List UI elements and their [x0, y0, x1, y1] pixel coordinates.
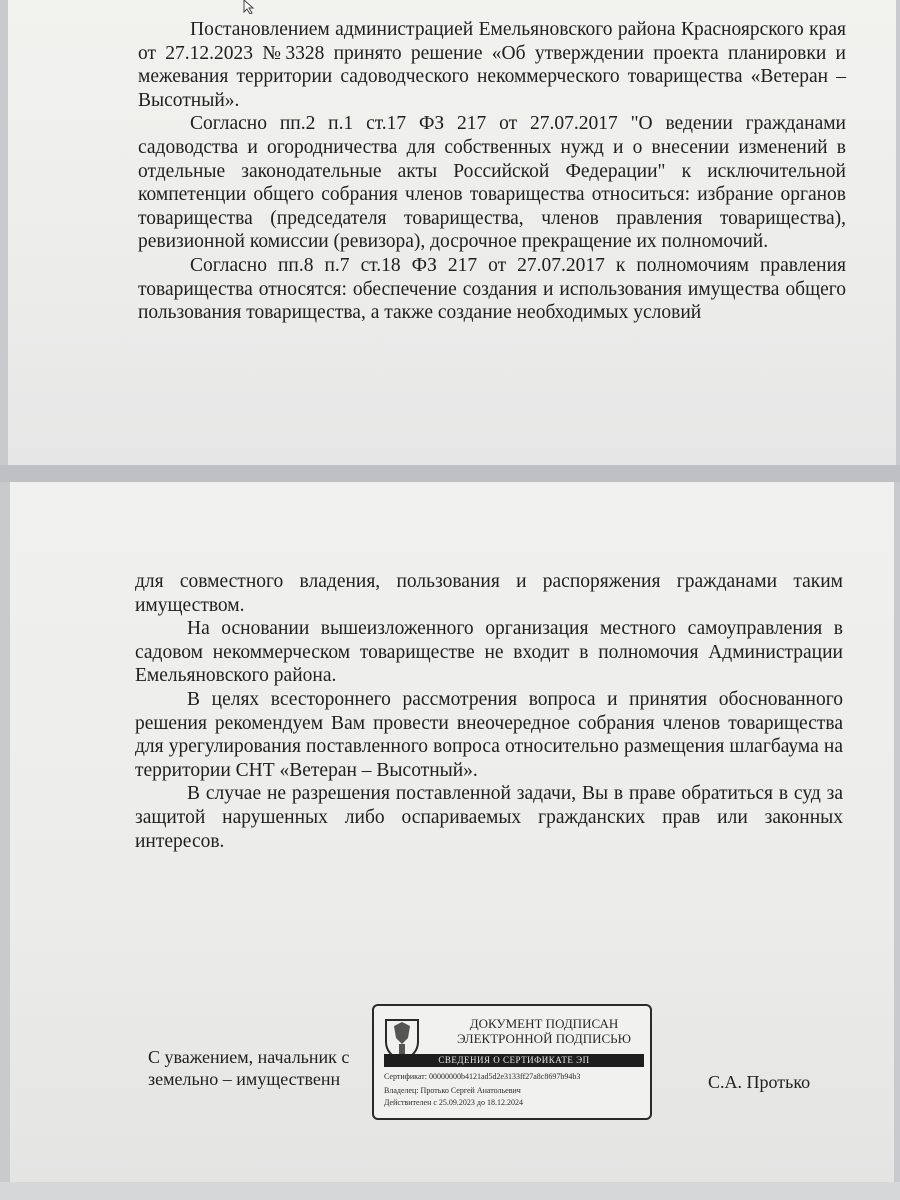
stamp-owner: Владелец: Протько Сергей Анатольевич [384, 1086, 521, 1095]
screen-bottom-edge [0, 1182, 900, 1200]
paragraph: На основании вышеизложенного организация местного самоуправления в садовом некоммерческом товариществе не входит в полномочия Администрации Емельяновского района. [135, 618, 843, 687]
signature-line: земельно – имущественн [148, 1069, 341, 1089]
document-page-1 [8, 0, 896, 465]
paragraph: Согласно пп.2 п.1 ст.17 ФЗ 217 от 27.07.2017 "О ведении гражданами садоводства и огородничества для собственных нужд и о внесении изменений в отдельные законодательные акты Российской Федерации" к исключительной компетенции общего собрания членов товарищества относиться: избрание органов товарищества (председателя товарищества, членов правления товарищества), ревизионной комиссии (ревизора), досрочное прекращение их полномочий. [138, 113, 846, 253]
stamp-validity: Действителен с 25.09.2023 до 18.12.2024 [384, 1098, 523, 1107]
paragraph: Согласно пп.8 п.7 ст.18 ФЗ 217 от 27.07.2017 к полномочиям правления товарищества относятся: обеспечение создания и использования имущества общего пользования товарищества, а также создание необходимых условий [138, 254, 846, 324]
stamp-header: ДОКУМЕНТ ПОДПИСАН ЭЛЕКТРОННОЙ ПОДПИСЬЮ [457, 1016, 631, 1046]
signature-title [148, 1046, 349, 1090]
signer-name: С.А. Протько [708, 1072, 811, 1092]
paragraph: Постановлением администрацией Емельяновского района Красноярского края от 27.12.2023 №3328 принято решение «Об утверждении проекта планировки и межевания территории садоводческого некоммерческого товарищества «Ветеран – Высотный». [138, 19, 846, 111]
document-page-2 [10, 482, 894, 1182]
paragraph: для совместного владения, пользования и распоряжения гражданами таким имуществом. [135, 571, 843, 616]
page-gap [0, 465, 900, 482]
signature-line: С уважением, начальник с [148, 1047, 350, 1067]
paragraph: В целях всестороннего рассмотрения вопроса и принятия обоснованного решения рекомендуем Вам провести внеочередное собрания членов товарищества для урегулирования поставленного вопроса относительно размещения шлагбаума на территории СНТ «Ветеран – Высотный». [135, 688, 843, 781]
electronic-signature-stamp [372, 1004, 652, 1120]
stamp-band: СВЕДЕНИЯ О СЕРТИФИКАТЕ ЭП [384, 1054, 644, 1067]
page2-body [135, 570, 843, 853]
stamp-certificate: Сертификат: 00000000b4121ad5d2e3133ff27a8c8697b94b3 [384, 1072, 581, 1081]
mouse-cursor-icon [242, 0, 256, 14]
paragraph: В случае не разрешения поставленной задачи, Вы в праве обратиться в суд за защитой нарушенных либо оспариваемых гражданских прав или законных интересов. [135, 783, 843, 852]
page1-body [138, 18, 846, 325]
